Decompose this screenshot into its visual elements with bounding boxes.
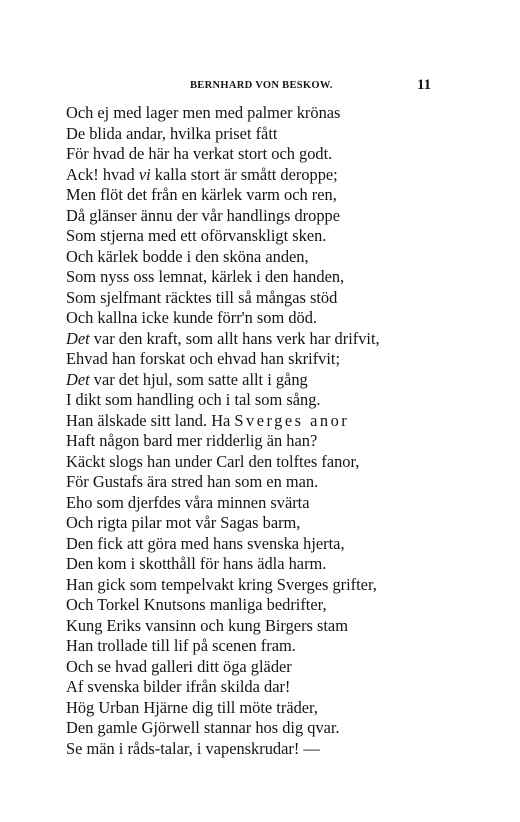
poem-line: Och ej med lager men med palmer krönas bbox=[66, 103, 341, 122]
poem-line: Haft någon bard mer ridderlig än han? bbox=[66, 431, 318, 450]
poem-line: Det var den kraft, som allt hans verk har drifvit, bbox=[66, 328, 380, 348]
poem-line: Eho som djerfdes våra minnen svärta bbox=[66, 492, 310, 512]
poem-line: För hvad de här ha verkat stort och godt. bbox=[66, 144, 333, 163]
running-head bbox=[0, 77, 520, 94]
poem-line: Som nyss oss lemnat, kärlek i den handen, bbox=[66, 267, 345, 286]
poem-line: Det var det hjul, som satte allt i gång bbox=[66, 369, 308, 389]
poem-line: I dikt som handling och i tal som sång. bbox=[66, 390, 321, 409]
poem-text bbox=[66, 103, 466, 759]
poem-line: Och se hvad galleri ditt öga gläder bbox=[66, 656, 292, 676]
poem-line: Se män i råds-talar, i vapenskrudar! — bbox=[66, 738, 320, 758]
poem-line: Ehvad han forskat och ehvad han skrifvit; bbox=[66, 349, 341, 368]
page-number: 11 bbox=[417, 77, 432, 93]
poem-line: Och kallna icke kunde förr'n som död. bbox=[66, 308, 318, 327]
running-title: BERNHARD VON BESKOW. bbox=[190, 80, 333, 91]
poem-line: Han älskade sitt land. Ha Sverges anor bbox=[66, 410, 350, 430]
poem-line: Han trollade till lif på scenen fram. bbox=[66, 636, 296, 655]
poem-line: Och rigta pilar mot vår Sagas barm, bbox=[66, 513, 301, 532]
poem-line: Och Torkel Knutsons manliga bedrifter, bbox=[66, 595, 327, 614]
poem-line: Han gick som tempelvakt kring Sverges grifter, bbox=[66, 574, 377, 594]
poem-line: Af svenska bilder ifrån skilda dar! bbox=[66, 677, 291, 696]
poem-line: Hög Urban Hjärne dig till möte träder, bbox=[66, 697, 318, 717]
poem-line: Kung Eriks vansinn och kung Birgers stam bbox=[66, 615, 348, 635]
poem-line: Som stjerna med ett oförvanskligt sken. bbox=[66, 226, 327, 245]
poem-line: Den kom i skotthåll för hans ädla harm. bbox=[66, 554, 327, 573]
poem-line: Den gamle Gjörwell stannar hos dig qvar. bbox=[66, 718, 340, 737]
poem-line: Käckt slogs han under Carl den tolftes fanor, bbox=[66, 451, 360, 471]
poem-line: Då glänser ännu der vår handlings droppe bbox=[66, 205, 340, 225]
poem-line: De blida andar, hvilka priset fått bbox=[66, 123, 278, 143]
poem-line: Men flöt det från en kärlek varm och ren, bbox=[66, 185, 337, 204]
poem-line: Ack! hvad vi kalla stort är smått deroppe; bbox=[66, 164, 338, 184]
poem-line: Som sjelfmant räcktes till så mångas stöd bbox=[66, 287, 338, 307]
poem-line: Och kärlek bodde i den sköna anden, bbox=[66, 246, 309, 266]
poem-line: Den fick att göra med hans svenska hjerta, bbox=[66, 533, 345, 553]
poem-line: För Gustafs ära stred han som en man. bbox=[66, 472, 319, 491]
